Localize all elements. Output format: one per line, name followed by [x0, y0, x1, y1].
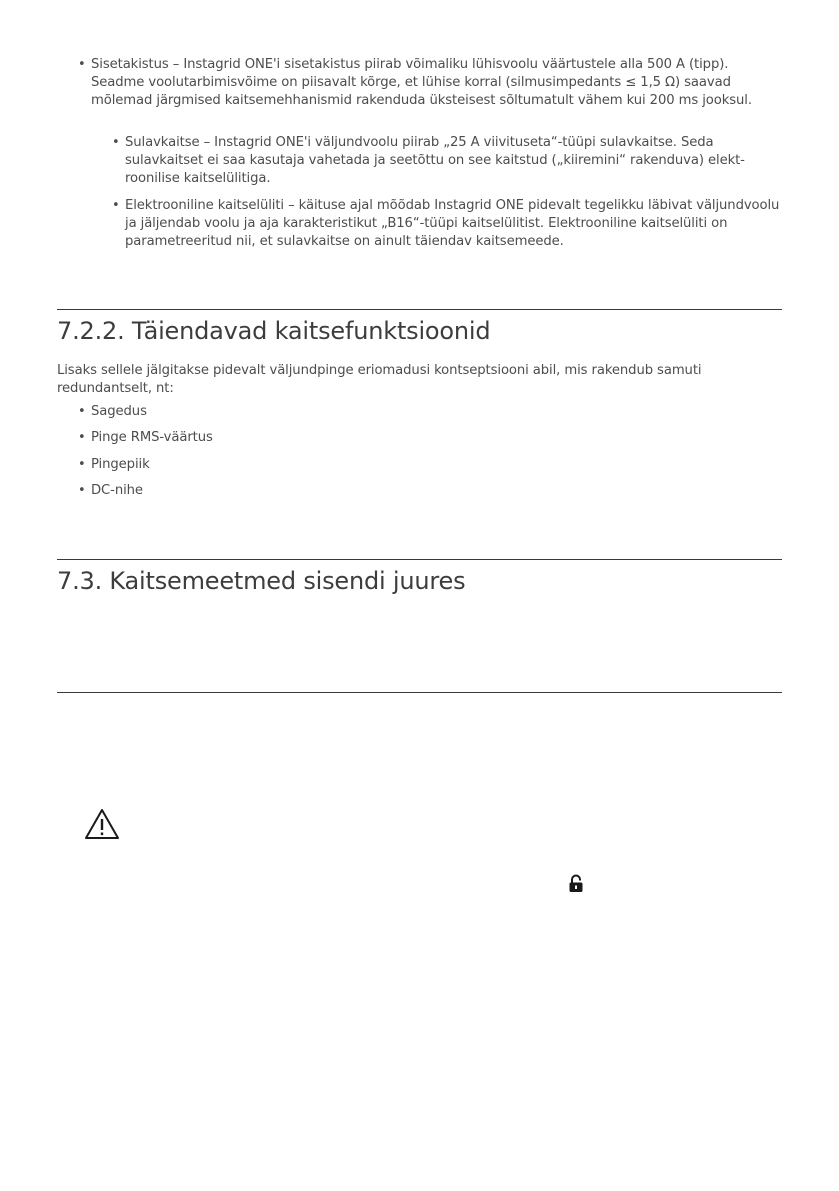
section-intro-paragraph: Lisaks sellele jälgitakse pidevalt väljundpinge eriomadusi kontseptsiooni abil, mis rakendub samuti redundantselt, nt:	[57, 363, 702, 396]
bullet-dot: •	[112, 135, 120, 150]
section-divider	[57, 559, 782, 560]
bullet-dot: •	[78, 483, 86, 498]
bullet-text: Sisetakistus – Instagrid ONE'i sisetakistus piirab võimaliku lühisvoolu väärtustele alla 500 A (tipp). Seadme voolutarbimisvõime on piisavalt kõrge, et lühise korral (silmusimpedants ≤ 1,5 Ω) saavad mõlemad järgmised kaitsemehhanismid rakenduda üksteisest sõltumatult vähem kui 200 ms jooksul.	[91, 57, 752, 108]
list-item	[78, 403, 478, 421]
section-heading-7-2-2: 7.2.2. Täiendavad kaitsefunktsioonid	[57, 317, 491, 345]
unlocked-padlock-icon	[568, 874, 584, 893]
list-item-internal-resistance	[78, 56, 778, 110]
bullet-dot: •	[112, 198, 120, 213]
bullet-dot: •	[78, 404, 86, 419]
bullet-dot: •	[78, 430, 86, 445]
list-item	[78, 456, 478, 474]
list-item	[78, 482, 478, 500]
list-item-text: Pinge RMS-väärtus	[91, 430, 213, 445]
bullet-text: Elektrooniline kaitselüliti – käituse ajal mõõdab Instagrid ONE pidevalt tegelikku läbivat väljundvoolu ja jäljendab voolu ja aja karakteristikut „B16“-tüüpi kaitselülitist. Elektrooniline kaitselüliti on parametreeritud nii, et sulavkaitse on ainult täiendav kaitsemeede.	[125, 198, 780, 249]
section-heading-7-3: 7.3. Kaitsemeetmed sisendi juures	[57, 567, 466, 595]
list-item-fuse	[112, 134, 784, 188]
list-item-text: Pingepiik	[91, 457, 150, 472]
bullet-text: Sulavkaitse – Instagrid ONE'i väljundvoolu piirab „25 A viivituseta“-tüüpi sulavkaitse. Seda sulavkaitset ei saa kasutaja vahetada ja seetõttu on see kaitstud („kiiremini“ rakenduva) elekt-roonilise kaitselülitiga.	[125, 135, 745, 186]
list-item-text: Sagedus	[91, 404, 147, 419]
bullet-dot: •	[78, 57, 86, 72]
list-item-text: DC-nihe	[91, 483, 143, 498]
list-item	[78, 429, 478, 447]
section-divider	[57, 692, 782, 693]
warning-triangle-icon	[84, 808, 120, 840]
bullet-dot: •	[78, 457, 86, 472]
section-divider	[57, 309, 782, 310]
list-item-electronic-breaker	[112, 197, 784, 251]
